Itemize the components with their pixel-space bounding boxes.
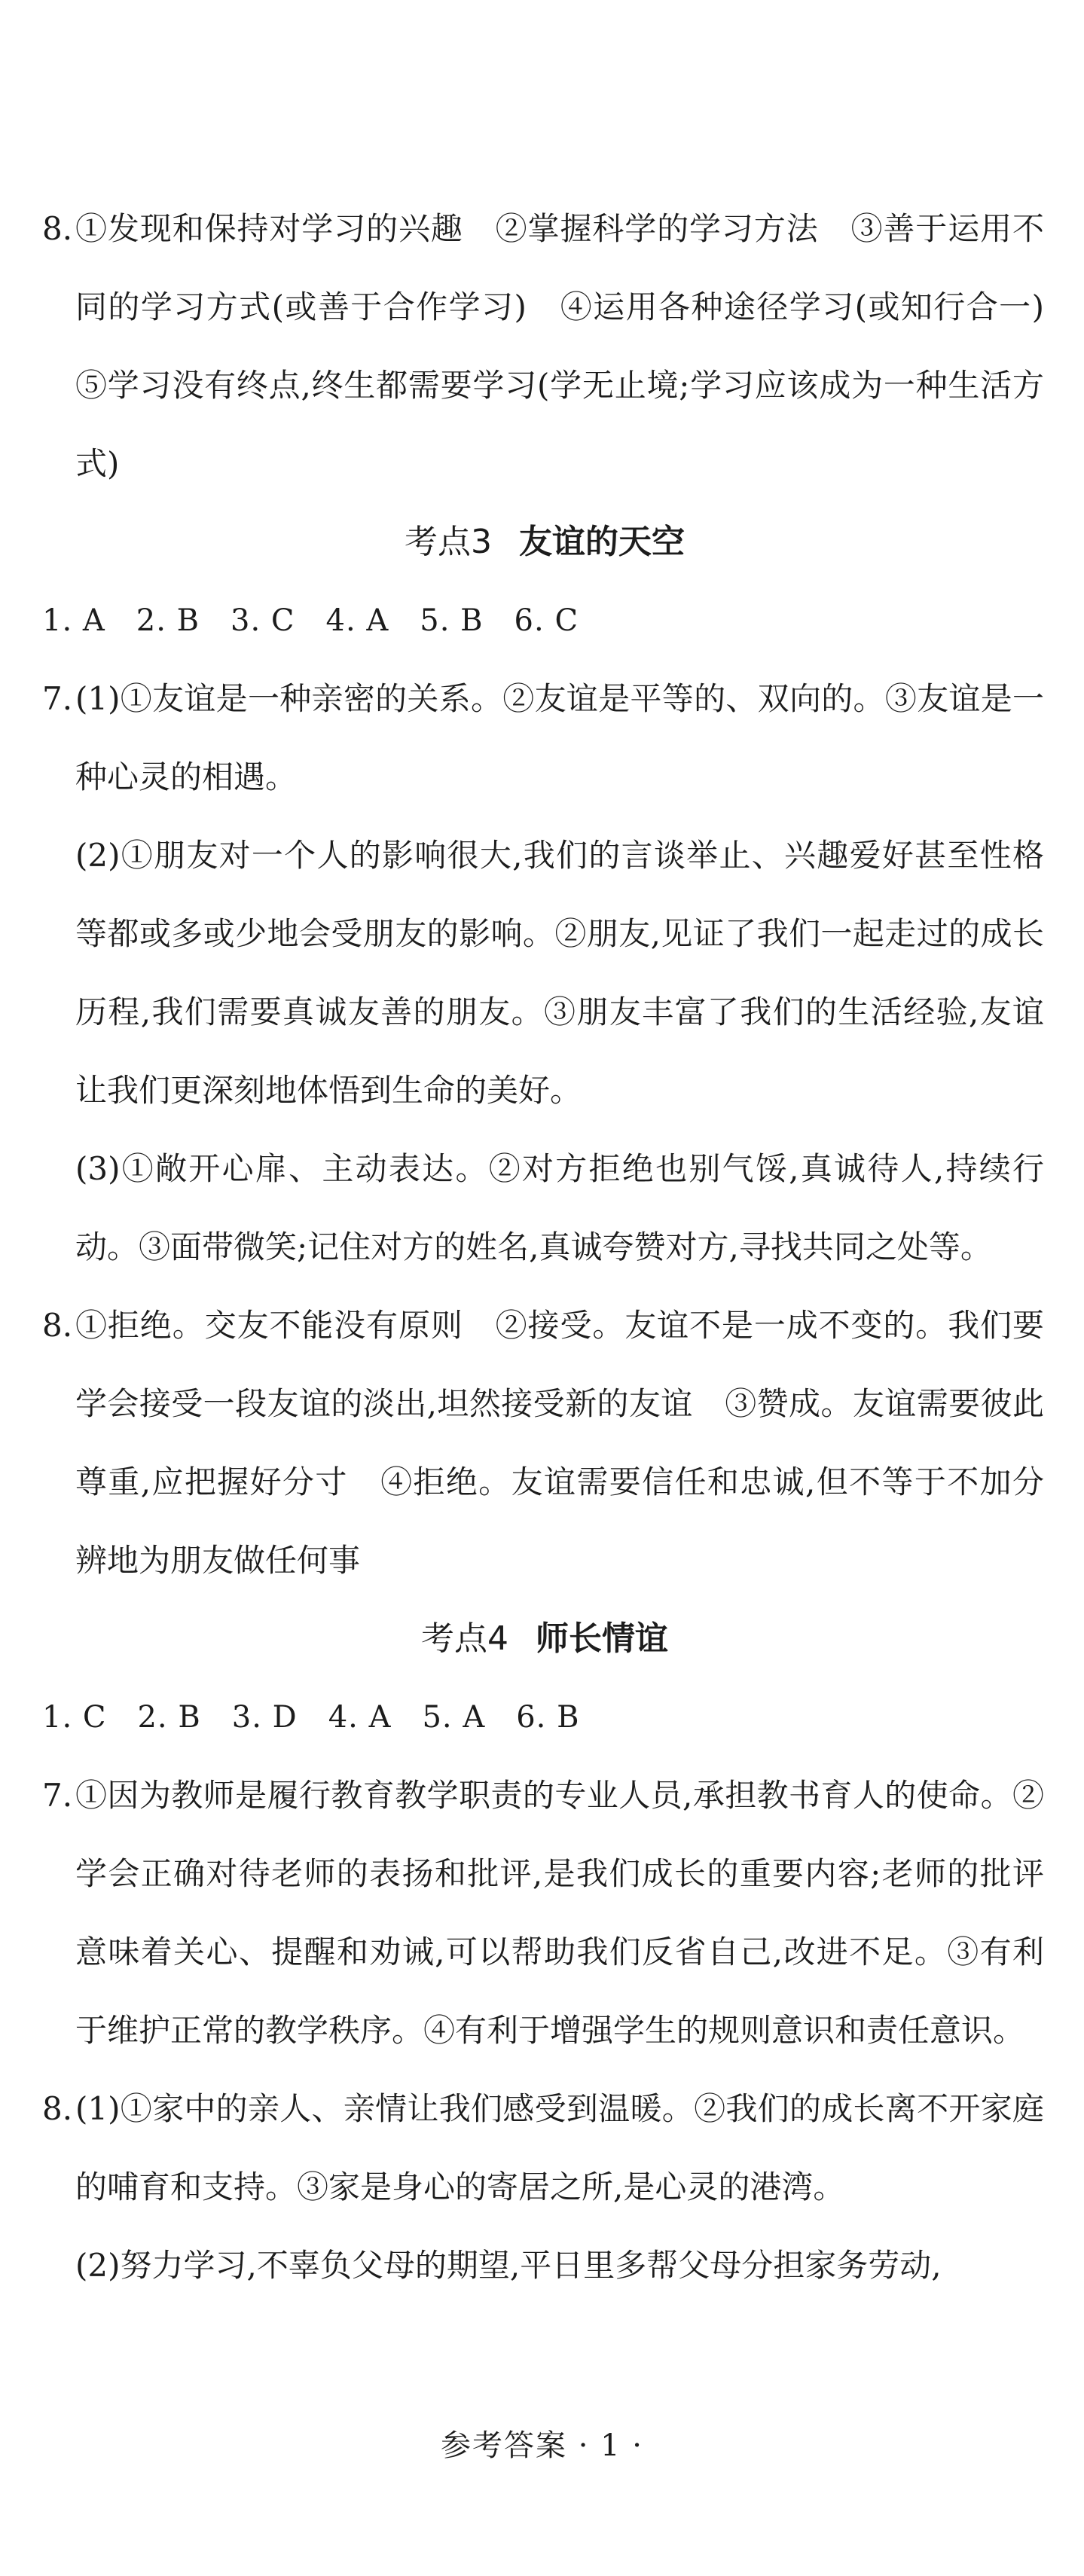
section-4-question-8-part-2: (2)努力学习,不辜负父母的期望,平日里多帮父母分担家务劳动, [75,2247,942,2284]
question-8-part-1: (1)①家中的亲人、亲情让我们感受到温暖。②我们的成长离不开家庭的哺育和支持。③家是身心的寄居之所,是心灵的港湾。 [75,2090,1044,2205]
section-3-heading [42,503,1044,581]
page-footer: 参考答案 · 1 · [440,2428,644,2463]
question-7-part-1: (1)①友谊是一种亲密的关系。②友谊是平等的、双向的。③友谊是一种心灵的相遇。 [75,680,1044,795]
section-4-choice-answers: 1. C 2. B 3. D 4. A 5. A 6. B [42,1700,580,1735]
section-4-question-7 [42,1757,1044,2070]
question-number: 7. [42,1777,73,1814]
section-4-heading [42,1600,1044,1678]
question-number: 7. [42,680,73,717]
question-number: 8. [42,1307,73,1344]
section-3-title: 友谊的天空 [519,523,685,561]
question-text: ①发现和保持对学习的兴趣 ②掌握科学的学习方法 ③善于运用不同的学习方式(或善于合作学习) ④运用各种途径学习(或知行合一) ⑤学习没有终点,终生都需要学习(学无止境;学习应该成为一种生活方式) [75,210,1076,482]
section-3-question-7-part-3: (3)①敞开心扉、主动表达。②对方拒绝也别气馁,真诚待人,持续行动。③面带微笑;记住对方的姓名,真诚夸赞对方,寻找共同之处等。 [75,1150,1044,1265]
section-3-choice-answers: 1. A 2. B 3. C 4. A 5. B 6. C [42,603,579,638]
section-4-title: 师长情谊 [536,1619,668,1658]
question-7-text: ①因为教师是履行教育教学职责的专业人员,承担教书育人的使命。②学会正确对待老师的表扬和批评,是我们成长的重要内容;老师的批评意味着关心、提醒和劝诫,可以帮助我们反省自己,改进不足。③有利于维护正常的教学秩序。④有利于增强学生的规则意识和责任意识。 [75,1777,1044,2049]
section-3-question-7 [42,660,1044,816]
page-content [42,190,1076,2305]
question-8-text: ①拒绝。交友不能没有原则 ②接受。友谊不是一成不变的。我们要学会接受一段友谊的淡出,坦然接受新的友谊 ③赞成。友谊需要彼此尊重,应把握好分寸 ④拒绝。友谊需要信任和忠诚,但不等于不加分辨地为朋友做任何事 [75,1307,1044,1579]
section-4-question-8 [42,2070,1044,2227]
section-3-question-7-part-2: (2)①朋友对一个人的影响很大,我们的言谈举止、兴趣爱好甚至性格等都或多或少地会受朋友的影响。②朋友,见证了我们一起走过的成长历程,我们需要真诚友善的朋友。③朋友丰富了我们的生活经验,友谊让我们更深刻地体悟到生命的美好。 [75,837,1044,1109]
section-3-label: 考点3 [405,523,492,561]
section-3-question-8 [42,1286,1044,1600]
question-number: 8. [42,210,73,247]
question-number: 8. [42,2090,73,2127]
section-4-label: 考点4 [421,1619,508,1658]
question-8-top [42,190,1076,503]
